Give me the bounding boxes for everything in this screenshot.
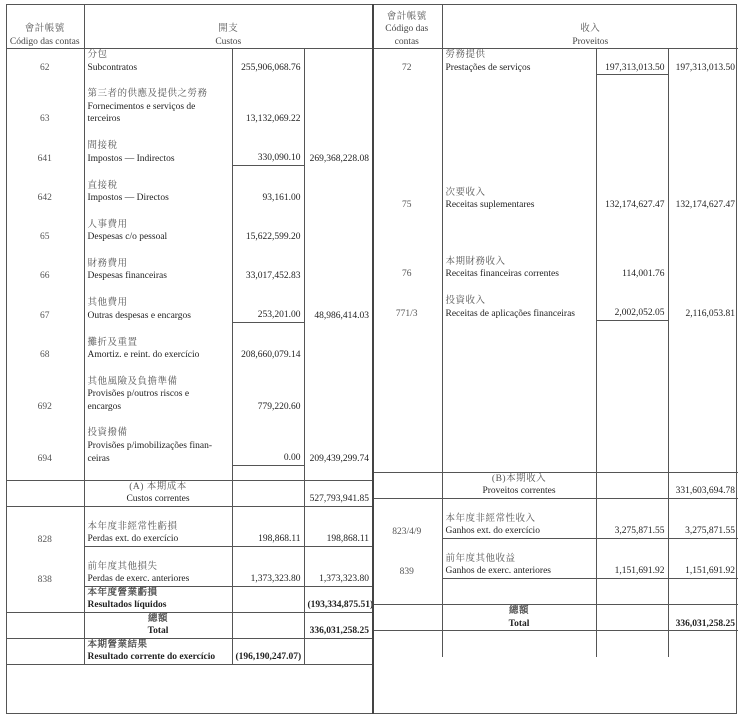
current-result-row-pt: Resultado corrente do exercício (196,190,247.07): [6, 651, 372, 664]
table-row: Receitas de aplicações financeiras 2,002,052.05 2,116,053.81: [372, 307, 738, 320]
revenues-title-header: 收入 Proveitos: [442, 4, 738, 49]
costs-total-row-pt: Total 336,031,258.25: [6, 625, 372, 638]
net-result-row-pt: Resultados líquidos (193,334,875.51): [6, 599, 372, 612]
table-row: Despesas c/o pessoal 15,622,599.20: [6, 231, 372, 244]
table-row: 62 分包: [6, 49, 372, 62]
table-row: 823/4/9 本年度非經常性收入: [372, 513, 738, 526]
revenues-total-row: 總額: [372, 605, 738, 618]
table-row: Perdas ext. do exercício 198,868.11 198,868.11: [6, 533, 372, 546]
income-statement: [6, 4, 738, 718]
table-row: 65 人事費用: [6, 219, 372, 232]
revenues-total-row-pt: Total 336,031,258.25: [372, 618, 738, 631]
table-row: Despesas financeiras 33,017,452.83: [6, 270, 372, 283]
table-row: 828 本年度非經常性虧損: [6, 521, 372, 534]
costs-table: [6, 4, 372, 665]
table-row: Subcontratos 255,906,068.76: [6, 62, 372, 75]
net-result-row: 本年度營業虧損: [6, 586, 372, 599]
table-row: 72 勞務提供: [372, 49, 738, 62]
table-row: Ganhos ext. do exercício 3,275,871.55 3,275,871.55: [372, 525, 738, 538]
table-row: 839 前年度其他收益: [372, 553, 738, 566]
table-row: ceiras 0.00 209,439,299.74: [6, 452, 372, 465]
table-row: terceiros 13,132,069.22: [6, 113, 372, 126]
table-row: 67 其他費用: [6, 297, 372, 310]
table-row: 75 次要收入: [372, 187, 738, 200]
table-row: 692 其他風險及負擔準備: [6, 376, 372, 389]
table-row: 63 第三者的供應及提供之勞務: [6, 88, 372, 101]
costs-total-row: 總額: [6, 612, 372, 625]
table-row: Receitas suplementares 132,174,627.47 132,174,627.47: [372, 199, 738, 212]
center-divider: [372, 4, 374, 714]
table-row: Amortiz. e reint. do exercício 208,660,079.14: [6, 349, 372, 362]
table-row: Perdas de exerc. anteriores 1,373,323.80 1,373,323.80: [6, 573, 372, 586]
table-row: 838 前年度其他損失: [6, 561, 372, 574]
costs-subtotal: (A) 本期成本: [6, 480, 372, 493]
revenues-subtotal-pt: Proveitos correntes 331,603,694.78: [372, 485, 738, 498]
table-row: 771/3 投資收入: [372, 295, 738, 308]
costs-rows: 62 分包 Subcontratos 255,906,068.76 63 第三者的供應及提供之勞務 Fornecimentos e serviços de terceiros 13,132,069.22 641 間接稅 Impostos — Indirectos 330,090.10 269,368,228.08 642 直接稅 Impostos — Directos 93,161.00 65 人事費用 Despesas c/o pessoal 15,622,599.20 66 財務費用 Despesas financeiras 33,017,452.83 67 其他費用 Outras despesas e encargos 253,201.00 48,986,414.03 68 攤折及重置 Amortiz. e reint. do exercício 208,660,079.14 692 其他風險及負擔準備 Provisões p/outros riscos e encargos 779,220.60 694 投資撥備 Provisões p/imobilizações finan- ceiras 0.00 209,439,299.74: [6, 49, 372, 481]
table-row: 68 攤折及重置: [6, 337, 372, 350]
table-row: Impostos — Directos 93,161.00: [6, 192, 372, 205]
table-row: Prestações de serviços 197,313,013.50 197,313,013.50: [372, 62, 738, 75]
table-row: Impostos — Indirectos 330,090.10 269,368,228.08: [6, 152, 372, 165]
costs-code-header: 會計帳號 Código das contas: [6, 4, 84, 49]
table-row: 66 財務費用: [6, 258, 372, 271]
revenues-subtotal: (B)本期收入: [372, 472, 738, 485]
costs-title-header: 開支 Custos: [84, 4, 372, 49]
costs-subtotal-pt: Custos correntes 527,793,941.85: [6, 493, 372, 506]
table-row: 76 本期財務收入: [372, 256, 738, 269]
table-row: encargos 779,220.60: [6, 401, 372, 414]
table-row: 694 投資撥備: [6, 427, 372, 440]
current-result-row: 本期營業結果: [6, 638, 372, 651]
revenues-table: [372, 4, 738, 657]
table-row: 641 間接稅: [6, 140, 372, 153]
table-row: 642 直接稅: [6, 180, 372, 193]
table-row: Receitas financeiras correntes 114,001.76: [372, 268, 738, 281]
revenues-code-header: 會計帳號 Código das contas: [372, 4, 442, 49]
table-row: Outras despesas e encargos 253,201.00 48,986,414.03: [6, 309, 372, 322]
table-row: Ganhos de exerc. anteriores 1,151,691.92 1,151,691.92: [372, 565, 738, 578]
